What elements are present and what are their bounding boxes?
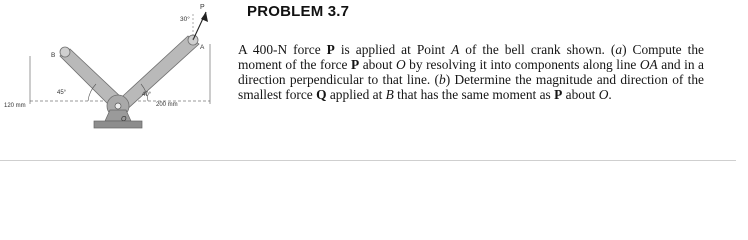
label-point-o: O (121, 116, 127, 123)
problem-title: PROBLEM 3.7 (247, 3, 350, 20)
label-point-a: A (200, 44, 205, 51)
statement-fragment: ) Determine the magnitude and direction of the smallest force (238, 72, 705, 102)
statement-fragment: Q (316, 87, 327, 102)
statement-fragment: A (451, 42, 460, 57)
statement-fragment: P (351, 57, 360, 72)
bell-crank-diagram (0, 0, 232, 160)
statement-fragment: b (439, 72, 446, 87)
statement-fragment: . (608, 87, 612, 102)
statement-fragment: by resolving it into components along line (405, 57, 640, 72)
problem-statement (238, 42, 704, 102)
label-dimension-200mm: 200 mm (156, 102, 178, 108)
label-dimension-120mm: 120 mm (4, 103, 26, 109)
statement-fragment: P (326, 42, 335, 57)
pin-o (115, 103, 121, 109)
statement-fragment: A 400-N force (238, 42, 327, 57)
statement-fragment: is applied at Point (334, 42, 452, 57)
statement-fragment: OA (639, 57, 658, 72)
statement-fragment: and in a direction perpendicular to that line. ( (238, 57, 704, 87)
bottom-divider (0, 160, 736, 161)
statement-fragment: that has the same moment as (393, 87, 555, 102)
statement-fragment: B (385, 87, 394, 102)
problem-text-panel (234, 0, 734, 160)
statement-fragment: O (395, 57, 406, 72)
label-point-b: B (51, 52, 56, 59)
statement-fragment: of the bell crank shown. ( (459, 42, 616, 57)
pin-b (60, 47, 70, 57)
bell-crank-figure (0, 0, 232, 160)
statement-fragment: ) Compute the moment of the force (238, 42, 704, 72)
support-bracket (105, 110, 131, 121)
statement-fragment: O (598, 87, 609, 102)
label-angle-30: 30° (180, 16, 190, 23)
ground-base (94, 121, 142, 128)
label-angle-40: 40° (142, 92, 152, 98)
statement-fragment: about (359, 57, 396, 72)
statement-fragment: P (554, 87, 563, 102)
statement-fragment: a (615, 42, 623, 57)
label-force-p: P (200, 4, 205, 11)
statement-fragment: applied at (326, 87, 386, 102)
statement-fragment: about (562, 87, 599, 102)
label-angle-45: 45° (57, 90, 67, 96)
